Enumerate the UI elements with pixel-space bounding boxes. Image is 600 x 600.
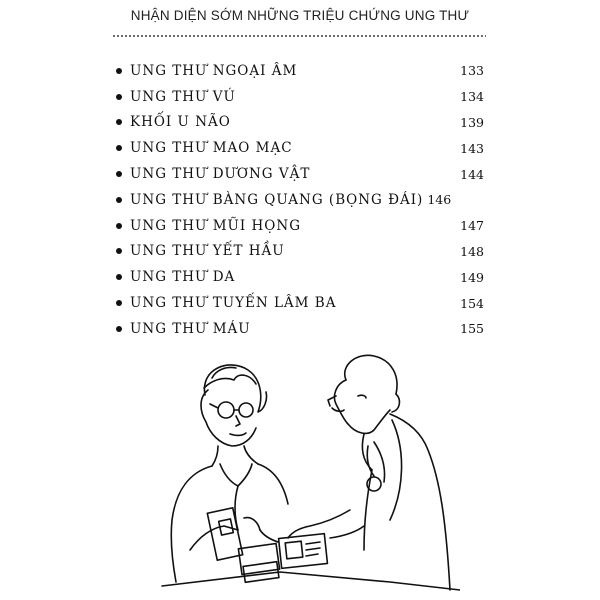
toc-item-title: UNG THƯ DA (130, 269, 236, 286)
toc-item-page: 143 (460, 140, 484, 156)
toc-item-title: UNG THƯ BÀNG QUANG (BỌNG ĐÁI) (130, 191, 424, 208)
toc-item[interactable] (112, 58, 484, 84)
toc-item[interactable] (112, 264, 484, 290)
toc-item[interactable] (112, 213, 484, 239)
bullet-icon (116, 171, 122, 177)
toc-item[interactable] (112, 110, 484, 136)
toc-item-title: UNG THƯ MÁU (130, 320, 251, 337)
toc-item-page: 134 (460, 89, 484, 105)
header-divider (112, 33, 486, 39)
toc-item-page: 155 (460, 321, 484, 337)
bullet-icon (116, 274, 122, 280)
bullet-icon (116, 300, 122, 306)
toc-item[interactable] (112, 290, 484, 316)
toc-item-title: UNG THƯ NGOẠI ÂM (130, 62, 298, 79)
bullet-icon (116, 197, 122, 203)
woman-figure (171, 365, 288, 582)
toc-item-title: UNG THƯ VÚ (130, 88, 236, 105)
toc-item-page: 146 (427, 192, 452, 208)
bullet-icon (116, 68, 122, 74)
table-documents (162, 534, 460, 590)
bullet-icon (116, 326, 122, 332)
table-of-contents (112, 58, 484, 342)
toc-item[interactable] (112, 161, 484, 187)
toc-item-page: 154 (460, 295, 484, 311)
toc-item[interactable] (112, 316, 484, 342)
toc-item-page: 144 (460, 166, 484, 182)
toc-item[interactable] (112, 135, 484, 161)
toc-item-page: 148 (460, 243, 484, 259)
doctor-patient-illustration (160, 350, 460, 595)
toc-item-title: UNG THƯ MAO MẠC (130, 140, 293, 157)
toc-item-title: UNG THƯ MŨI HỌNG (130, 217, 301, 234)
toc-item-page: 139 (460, 114, 484, 130)
toc-item-title: UNG THƯ YẾT HẦU (130, 243, 285, 260)
bullet-icon (116, 248, 122, 254)
toc-item[interactable] (112, 187, 484, 213)
toc-item-title: UNG THƯ TUYẾN LÂM BA (130, 295, 337, 312)
toc-item-page: 133 (460, 63, 484, 79)
bullet-icon (116, 119, 122, 125)
toc-item-title: UNG THƯ DƯƠNG VẬT (130, 166, 311, 183)
toc-item-page: 147 (460, 218, 484, 234)
toc-item-title: KHỐI U NÃO (130, 114, 231, 131)
bullet-icon (116, 223, 122, 229)
toc-item[interactable] (112, 239, 484, 265)
bullet-icon (116, 94, 122, 100)
toc-item[interactable] (112, 84, 484, 110)
bullet-icon (116, 145, 122, 151)
page-header: NHẬN DIỆN SỚM NHỮNG TRIỆU CHỨNG UNG THƯ (130, 8, 470, 23)
toc-item-page: 149 (460, 269, 484, 285)
